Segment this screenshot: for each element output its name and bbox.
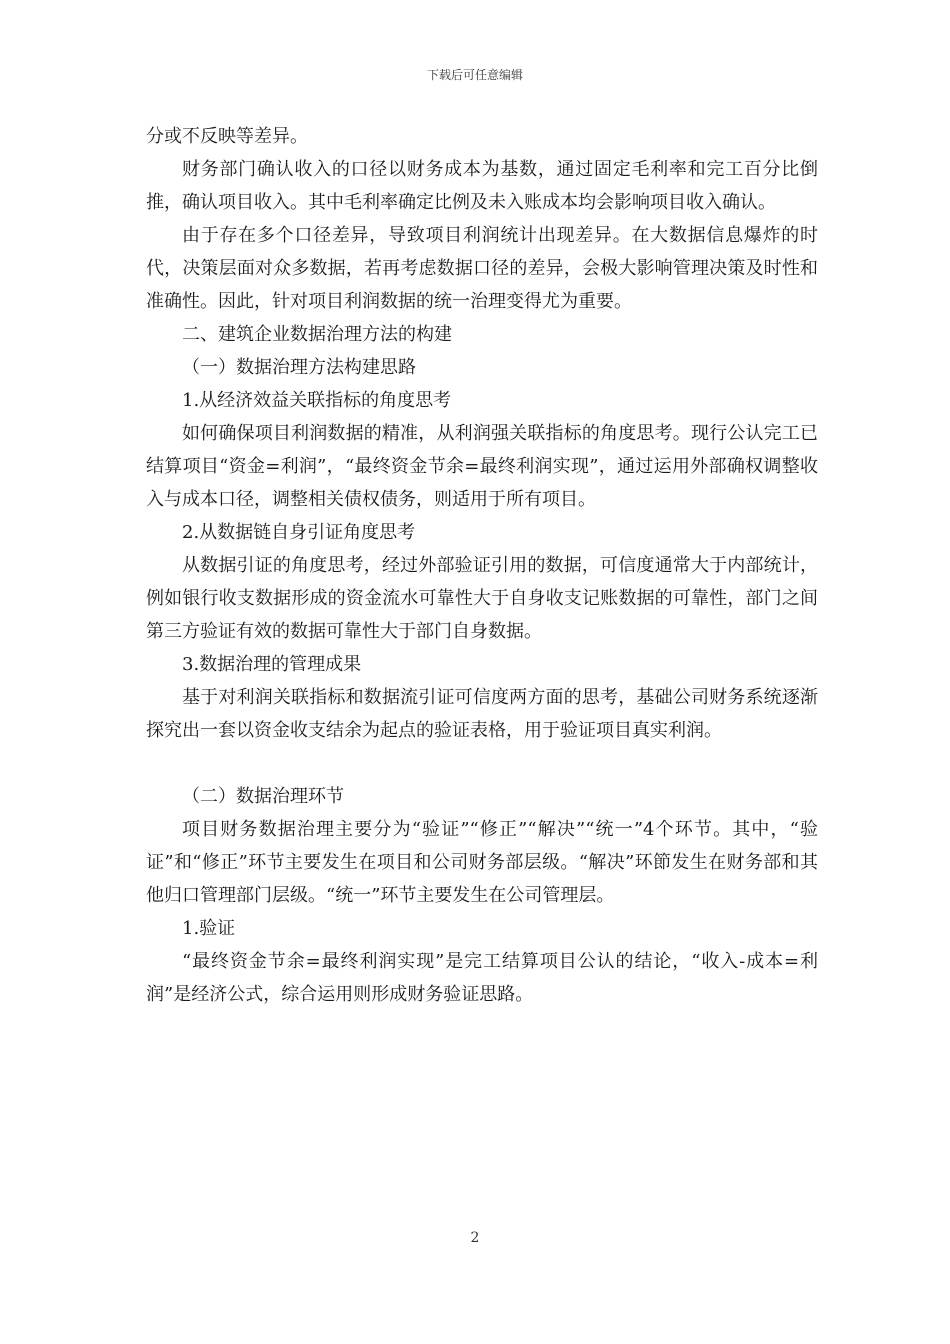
document-body xyxy=(146,120,818,1011)
paragraph: 从数据引证的角度思考，经过外部验证引用的数据，可信度通常大于内部统计，例如银行收支数据形成的资金流水可靠性大于自身收支记账数据的可靠性，部门之间第三方验证有效的数据可靠性大于部门自身数据。 xyxy=(146,555,818,642)
page-number: 2 xyxy=(470,1230,480,1246)
blank-line xyxy=(146,747,818,780)
subsection-heading: （二）数据治理环节 xyxy=(182,786,344,807)
paragraph: 基于对利润关联指标和数据流引证可信度两方面的思考，基础公司财务系统逐渐探究出一套以资金收支结余为起点的验证表格，用于验证项目真实利润。 xyxy=(146,687,818,741)
paragraph: 如何确保项目利润数据的精准，从利润强关联指标的角度思考。现行公认完工已结算项目“资金=利润”，“最终资金节余=最终利润实现”，通过运用外部确权调整收入与成本口径，调整相关债权债务，则适用于所有项目。 xyxy=(146,423,818,510)
paragraph: 项目财务数据治理主要分为“验证”“修正”“解决”“统一”4个环节。其中，“验证”和“修正”环节主要发生在项目和公司财务部层级。“解决”环節发生在财务部和其他归口管理部门层级。“统一”环节主要发生在公司管理层。 xyxy=(146,819,818,906)
section-heading: 二、建筑企业数据治理方法的构建 xyxy=(182,324,452,345)
paragraph: 分或不反映等差异。 xyxy=(146,126,308,147)
subsection-heading: （一）数据治理方法构建思路 xyxy=(182,357,416,378)
paragraph: “最终资金节余=最终利润实现”是完工结算项目公认的结论，“收入-成本=利润”是经济公式，综合运用则形成财务验证思路。 xyxy=(146,951,818,1005)
paragraph: 由于存在多个口径差异，导致项目利润统计出现差异。在大数据信息爆炸的时代，决策层面对众多数据，若再考虑数据口径的差异，会极大影响管理决策及时性和准确性。因此，针对项目利润数据的统一治理变得尤为重要。 xyxy=(146,225,818,312)
item-heading: 1.验证 xyxy=(182,918,236,939)
item-heading: 1.从经济效益关联指标的角度思考 xyxy=(182,390,452,411)
paragraph: 财务部门确认收入的口径以财务成本为基数，通过固定毛利率和完工百分比倒推，确认项目收入。其中毛利率确定比例及未入账成本均会影响项目收入确认。 xyxy=(146,159,818,213)
page-header: 下载后可任意编辑 xyxy=(426,68,523,82)
item-heading: 3.数据治理的管理成果 xyxy=(182,654,362,675)
item-heading: 2.从数据链自身引证角度思考 xyxy=(182,522,416,543)
